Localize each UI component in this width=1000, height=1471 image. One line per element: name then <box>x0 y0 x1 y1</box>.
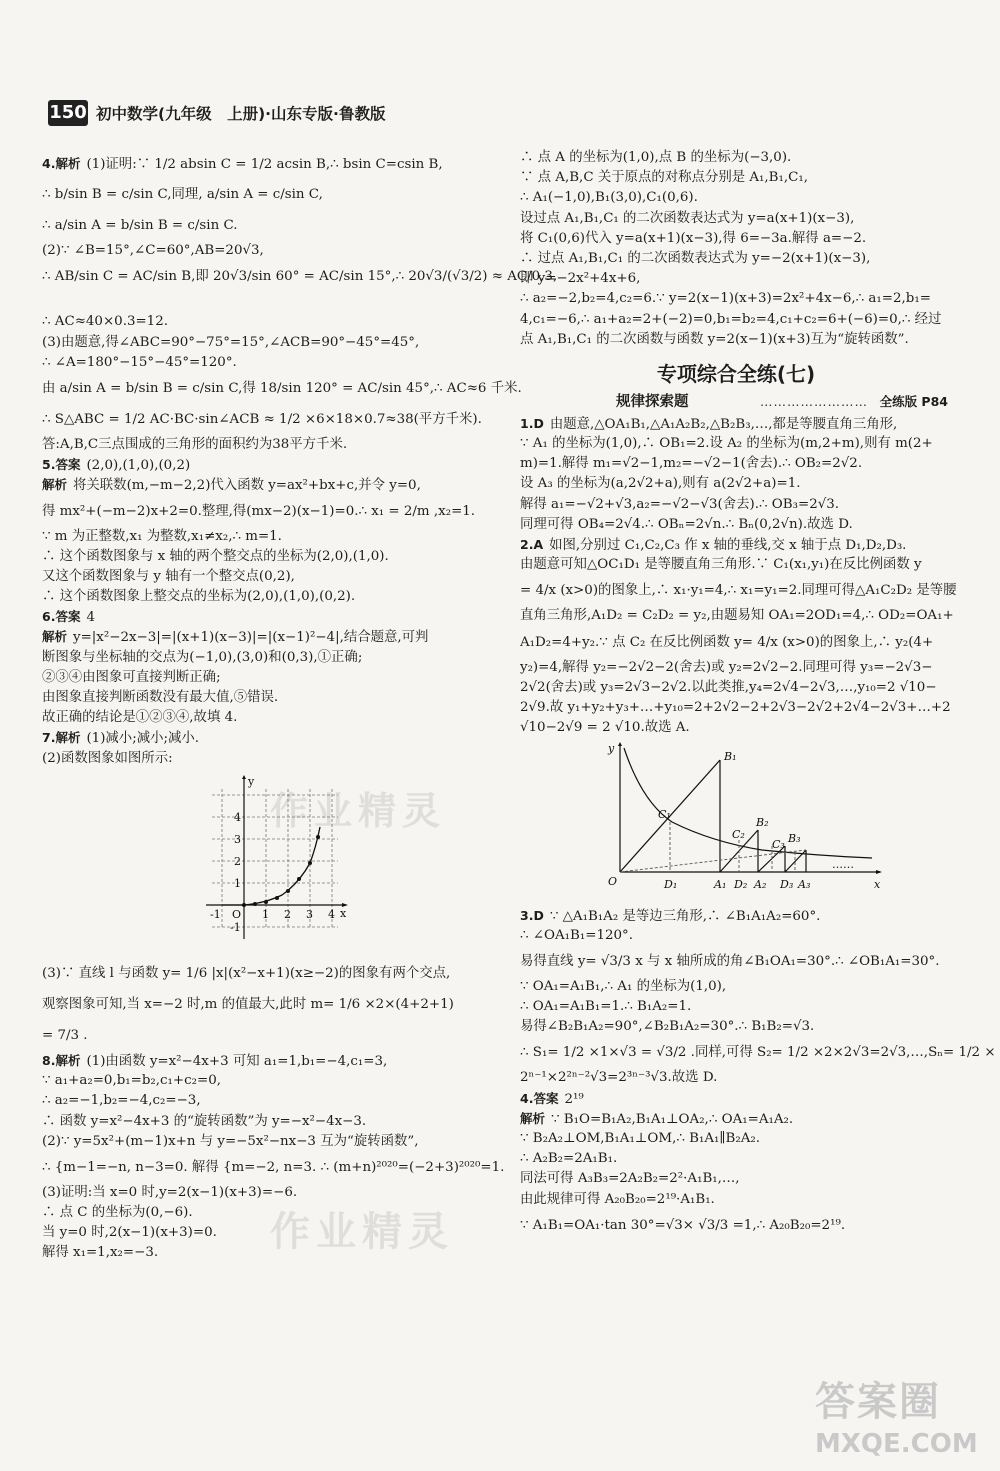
line-text: ∴ 点 C 的坐标为(0,−6). <box>42 1205 193 1221</box>
line-text: ∴ AC≈40×0.3=12. <box>42 314 168 330</box>
line-text: ∵ B₁O=B₁A₂,B₁A₁⊥OA₂,∴ OA₁=A₁A₂. <box>551 1111 794 1127</box>
text-line <box>42 261 558 292</box>
text-line <box>520 946 952 977</box>
section-subtitle: 规律探索题 <box>616 393 689 410</box>
text-line <box>520 148 952 168</box>
line-text: (2,0),(1,0),(0,2) <box>86 458 191 474</box>
text-line <box>520 515 952 535</box>
line-text: ∵ m 为正整数,x₁ 为整数,x₁≠x₂,∴ m=1. <box>42 528 282 544</box>
text-line <box>42 1020 492 1051</box>
line-text: 2¹⁹ <box>564 1091 584 1107</box>
text-line <box>520 209 952 229</box>
line-text: 4,c₁=−6,∴ a₁+a₂=2+(−2)=0,b₁=b₂=4,c₁+c₂=6+(−6)=0,∴ 经过 <box>520 311 942 327</box>
text-line <box>520 474 952 494</box>
line-text: ∵ △A₁B₁A₂ 是等边三角形,∴ ∠B₁A₁A₂=60°. <box>549 908 821 924</box>
text-line <box>520 535 952 555</box>
line-text: m)=1.解得 m₁=√2−1,m₂=−√2−1(舍去).∴ OB₂=2√2. <box>520 456 863 472</box>
text-line <box>520 575 957 606</box>
line-text: ∵ a₁+a₂=0,b₁=b₂,c₁+c₂=0, <box>42 1073 222 1089</box>
line-text: ∴ a/sin A = b/sin B = c/sin C. <box>42 218 238 233</box>
line-text: ∴ A₂B₂=2A₁B₁. <box>520 1151 618 1167</box>
text-line <box>520 977 952 997</box>
line-text: (1)由函数 y=x²−4x+3 可知 a₁=1,b₁=−4,c₁=3, <box>86 1053 388 1069</box>
line-text: ②③④由图象可直接判断正确; <box>42 669 221 685</box>
line-text: (3)由题意,得∠ABC=90°−75°=15°,∠ACB=90°−45°=45°, <box>42 334 420 350</box>
text-line <box>42 648 492 668</box>
text-line <box>42 1091 492 1111</box>
item-label: 4.解析 <box>42 156 81 171</box>
page-header <box>48 100 488 130</box>
right-column <box>520 148 996 1241</box>
tick-y: 1 <box>234 876 241 890</box>
line-text: ∴ ∠A=180°−15°−45°=120°. <box>42 354 237 370</box>
text-line <box>42 989 492 1020</box>
line-text: 同法可得 A₃B₃=2A₂B₂=2²·A₁B₁,…, <box>520 1171 740 1187</box>
point-a3: A₃ <box>798 878 811 892</box>
text-line <box>42 496 492 527</box>
line-text: 易得∠B₂B₁A₂=90°,∠B₂B₁A₂=30°.∴ B₁B₂=√3. <box>520 1019 815 1035</box>
logo-text-cn: 答案圈 <box>815 1379 941 1425</box>
text-line <box>520 188 952 208</box>
line-text: 由题意,△OA₁B₁,△A₁A₂B₂,△B₂B₃,…,都是等腰直角三角形, <box>549 416 898 432</box>
text-line <box>520 1089 952 1109</box>
text-line <box>520 269 952 289</box>
tick-x: -1 <box>210 907 221 921</box>
text-line <box>520 627 952 658</box>
text-line <box>42 353 492 373</box>
line-text: 同理可得 OB₄=2√4.∴ OBₙ=2√n.∴ Bₙ(0,2√n).故选 D. <box>520 516 853 532</box>
text-line <box>42 688 492 708</box>
line-text: ∴ S△ABC = 1/2 AC·BC·sin∠ACB ≈ 1/2 ×6×18×0.7≈38(平方千米). <box>42 411 482 427</box>
text-line <box>520 906 952 926</box>
text-line <box>42 749 492 769</box>
line-text: ∴ ∠OA₁B₁=120°. <box>520 927 633 943</box>
text-line <box>42 567 492 587</box>
line-text: (3)∵ 直线 l 与函数 y= 1/6 |x|(x²−x+1)(x≥−2)的图象有两个交点, <box>42 965 451 981</box>
line-text: 4 <box>86 610 95 626</box>
line-text: 故正确的结论是①②③④,故填 4. <box>42 710 238 726</box>
text-line <box>42 292 492 312</box>
text-line <box>42 1112 492 1132</box>
item-label: 4.答案 <box>520 1090 559 1106</box>
point-b1: B₁ <box>724 750 737 764</box>
line-text: 当 y=0 时,2(x−1)(x+3)=0. <box>42 1225 217 1241</box>
line-text: 设 A₃ 的坐标为(a,2√2+a),则有 a(2√2+a)=1. <box>520 476 801 492</box>
right-text-block-3 <box>520 906 996 1241</box>
line-text: ∴ a₂=−1,b₂=−4,c₂=−3, <box>42 1093 201 1109</box>
site-logo <box>815 1370 980 1460</box>
line-text: ∴ 过点 A₁,B₁,C₁ 的二次函数表达式为 y=−2(x+1)(x−3), <box>520 250 871 266</box>
item-label: 8.解析 <box>42 1052 81 1068</box>
item-label: 解析 <box>42 629 68 645</box>
text-line <box>42 312 492 332</box>
line-text: 由图象直接判断函数没有最大值,⑤错误. <box>42 690 279 705</box>
line-text: ∵ 点 A,B,C 关于原点的对称点分别是 A₁,B₁,C₁, <box>520 170 809 186</box>
line-text: ∴ OA₁=A₁B₁=1.∴ B₁A₂=1. <box>520 999 692 1015</box>
line-text: = 7/3 . <box>42 1027 88 1043</box>
point-b3: B₃ <box>788 832 801 846</box>
line-text: ∵ OA₁=A₁B₁,∴ A₁ 的坐标为(1,0), <box>520 978 727 994</box>
text-line <box>42 455 492 475</box>
text-line <box>42 179 492 210</box>
line-text: = 4/x (x>0)的图象上,∴ x₁·y₁=4,∴ x₁=y₁=2.同理可得△A₁C₂D₂ 是等腰 <box>520 583 957 599</box>
axis-label-y: y <box>248 774 255 788</box>
text-line <box>42 373 522 404</box>
text-line <box>520 289 952 309</box>
item-label: 6.答案 <box>42 609 81 625</box>
line-text: (1)证明:∵ 1/2 absin C = 1/2 acsin B,∴ bsin C=csin B, <box>86 157 443 172</box>
section-subtitle-row <box>520 390 952 414</box>
text-line <box>42 547 492 567</box>
text-line <box>520 1017 952 1037</box>
text-line <box>520 1068 952 1088</box>
line-text: 将 C₁(0,6)代入 y=a(x+1)(x−3),得 6=−3a.解得 a=−2. <box>520 230 867 246</box>
text-line <box>42 435 492 455</box>
page-reference: 全练版 P84 <box>879 393 948 409</box>
text-line <box>520 555 952 575</box>
text-line <box>42 708 492 728</box>
point-d2: D₂ <box>734 878 748 892</box>
item-label: 5.答案 <box>42 457 81 473</box>
page-number: 150 <box>48 100 88 126</box>
line-text: ∴ 这个函数图象与 x 轴的两个整交点的坐标为(2,0),(1,0). <box>42 548 389 564</box>
text-line <box>520 168 952 188</box>
text-line <box>520 330 952 350</box>
line-text: 由题意可知△OC₁D₁ 是等腰直角三角形.∵ C₁(x₁,y₁)在反比例函数 y <box>520 557 922 573</box>
text-line <box>520 698 952 718</box>
axis-label-x: x <box>874 878 881 892</box>
text-line <box>42 728 492 748</box>
tick-x: 3 <box>306 907 313 921</box>
book-title: 初中数学(九年级 上册)·山东专版·鲁教版 <box>96 105 386 123</box>
logo-text-en: MXQE.COM <box>815 1429 978 1459</box>
text-line <box>42 1051 492 1071</box>
line-text: 易得直线 y= √3/3 x 与 x 轴所成的角∠B₁OA₁=30°.∴ ∠OB₁A₁=30°. <box>520 953 940 969</box>
line-text: ∴ AB/sin C = AC/sin B,即 20√3/sin 60° = AC/sin 15°,∴ 20√3/(√3/2) ≈ AC/0.3, <box>42 269 558 285</box>
watermark: 作业精灵 <box>270 789 447 833</box>
line-text: ∵ A₁ 的坐标为(1,0),∴ OB₁=2.设 A₂ 的坐标为(m,2+m),则有 m(2+ <box>520 436 933 452</box>
right-text-block-2 <box>520 414 957 738</box>
text-line <box>42 607 492 627</box>
text-line <box>520 1169 952 1189</box>
point-c2: C₂ <box>732 828 745 842</box>
line-text: (3)证明:当 x=0 时,y=2(x−1)(x+3)=−6. <box>42 1184 298 1200</box>
line-text: 将关联数(m,−m−2,2)代入函数 y=ax²+bx+c,并令 y=0, <box>73 478 421 494</box>
line-text: 得 mx²+(−m−2)x+2=0.整理,得(mx−2)(x−1)=0.∴ x₁ = 2/m ,x₂=1. <box>42 503 476 519</box>
text-line <box>42 527 492 547</box>
line-text: 解得 a₁=−√2+√3,a₂=−√2−√3(舍去).∴ OB₃=2√3. <box>520 496 840 512</box>
point-a1: A₁ <box>714 878 727 892</box>
axis-label-x: x <box>340 906 347 920</box>
point-b2: B₂ <box>756 816 769 830</box>
text-line <box>520 1190 952 1210</box>
line-text: 2ⁿ⁻¹×2²ⁿ⁻²√3=2³ⁿ⁻³√3.故选 D. <box>520 1070 718 1086</box>
text-line <box>520 926 952 946</box>
line-text: 答:A,B,C三点围成的三角形的面积约为38平方千米. <box>42 436 348 452</box>
line-text: 由 a/sin A = b/sin B = c/sin C,得 18/sin 120° = AC/sin 45°,∴ AC≈6 千米. <box>42 380 522 396</box>
line-text: 点 A₁,B₁,C₁ 的二次函数与函数 y=2(x−1)(x+3)互为“旋转函数”. <box>520 331 909 347</box>
axis-label-y: y <box>608 742 615 756</box>
text-line <box>42 1071 492 1091</box>
tick-x: 1 <box>262 907 269 921</box>
line-text: ∴ a₂=−2,b₂=4,c₂=6.∵ y=2(x−1)(x+3)=2x²+4x−6,∴ a₁=2,b₁= <box>520 291 931 307</box>
line-text: 2√2(舍去)或 y₃=2√3−2√2.以此类推,y₄=2√4−2√3,…,y₁₀=2 √10− <box>520 679 937 695</box>
point-a2: A₂ <box>754 878 767 892</box>
text-line <box>520 1149 952 1169</box>
line-text: ∴ S₁= 1/2 ×1×√3 = √3/2 .同样,可得 S₂= 1/2 ×2×2√3=2√3,…,Sₙ= 1/2 × <box>520 1045 996 1061</box>
text-line <box>42 627 492 647</box>
tick-y: 3 <box>234 832 241 846</box>
line-text: 设过点 A₁,B₁,C₁ 的二次函数表达式为 y=a(x+1)(x−3), <box>520 210 855 226</box>
section-title: 专项综合全练(七) <box>656 361 816 386</box>
text-line <box>520 1109 952 1129</box>
point-d3: D₃ <box>780 878 794 892</box>
point-d1: D₁ <box>664 878 678 892</box>
line-text: ∴ b/sin B = c/sin C,同理, a/sin A = c/sin C, <box>42 187 323 202</box>
line-text: √10−2√9 = 2 √10.故选 A. <box>520 720 690 736</box>
text-line <box>520 249 952 269</box>
reciprocal-function-figure <box>602 742 884 894</box>
line-text: ∵ A₁B₁=OA₁·tan 30°=√3× √3/3 =1,∴ A₂₀B₂₀=2¹⁹. <box>520 1217 846 1233</box>
text-line <box>520 718 952 738</box>
text-line <box>42 404 492 435</box>
text-line <box>520 678 952 698</box>
line-text: 观察图象可知,当 x=−2 时,m 的值最大,此时 m= 1/6 ×2×(4+2+1) <box>42 996 454 1012</box>
item-label: 解析 <box>520 1110 546 1126</box>
text-line <box>520 1129 952 1149</box>
watermark: 作业精灵 <box>270 1209 454 1255</box>
text-line <box>520 414 952 434</box>
line-text: 即 y=−2x²+4x+6, <box>520 271 641 287</box>
line-text: ∴ {m−1=−n, n−3=0. 解得 {m=−2, n=3. ∴ (m+n)²⁰²⁰=(−2+3)²⁰²⁰=1. <box>42 1159 505 1175</box>
point-c3: C₃ <box>772 838 785 852</box>
line-text: 直角三角形,A₁D₂ = C₂D₂ = y₂,由题易知 OA₁=2OD₁=4,∴ OD₂=OA₁+ <box>520 608 954 624</box>
text-line <box>42 1132 492 1152</box>
line-text: (2)函数图象如图所示: <box>42 750 173 766</box>
line-text: 断图象与坐标轴的交点为(−1,0),(3,0)和(0,3),①正确; <box>42 649 363 665</box>
origin-label: O <box>608 875 618 889</box>
line-text: ∴ 点 A 的坐标为(1,0),点 B 的坐标为(−3,0). <box>520 150 792 165</box>
right-text-block-1 <box>520 148 952 350</box>
item-label: 1.D <box>520 415 544 431</box>
tick-x: 2 <box>284 907 291 921</box>
text-line <box>520 454 952 474</box>
line-text: ∴ 这个函数图象上整交点的坐标为(2,0),(1,0),(0,2). <box>42 589 356 605</box>
text-line <box>520 434 952 454</box>
item-label: 解析 <box>42 477 68 493</box>
tick-y: 2 <box>234 854 241 868</box>
text-line <box>42 1152 505 1183</box>
line-text: ∴ A₁(−1,0),B₁(3,0),C₁(0,6). <box>520 190 698 206</box>
item-label: 2.A <box>520 537 544 552</box>
text-line <box>42 148 492 179</box>
line-text: y=|x²−2x−3|=|(x+1)(x−3)|=|(x−1)²−4|,结合题意,可判 <box>73 630 429 646</box>
line-text: (2)∵ ∠B=15°,∠C=60°,AB=20√3, <box>42 243 264 258</box>
line-text: (2)∵ y=5x²+(m−1)x+n 与 y=−5x²−nx−3 互为“旋转函数”, <box>42 1133 419 1149</box>
text-line <box>42 587 492 607</box>
line-text: A₁D₂=4+y₂.∵ 点 C₂ 在反比例函数 y= 4/x (x>0)的图象上,∴ y₂(4+ <box>520 634 934 650</box>
text-line <box>42 333 492 353</box>
text-line <box>42 210 492 241</box>
line-text: ∵ B₂A₂⊥OM,B₁A₁⊥OM,∴ B₁A₁∥B₂A₂. <box>520 1131 761 1147</box>
line-text: 又这个函数图象与 y 轴有一个整交点(0,2), <box>42 568 295 584</box>
text-line <box>520 658 952 678</box>
continuation-dots: …… <box>832 858 854 872</box>
text-line <box>520 606 952 626</box>
line-text: ∴ 函数 y=x²−4x+3 的“旋转函数”为 y=−x²−4x−3. <box>42 1113 367 1129</box>
text-line <box>42 668 492 688</box>
text-line <box>520 495 952 515</box>
text-line <box>520 1037 996 1068</box>
text-line <box>42 475 492 495</box>
text-line <box>520 229 952 249</box>
text-line <box>42 241 492 261</box>
point-c1: C₁ <box>658 808 671 822</box>
line-text: (1)减小;减小;减小. <box>86 731 200 747</box>
dot-leader: …………………… <box>760 393 868 409</box>
tick-y: 4 <box>234 810 241 824</box>
text-line <box>520 1210 952 1241</box>
item-label: 7.解析 <box>42 730 81 746</box>
line-text: 如图,分别过 C₁,C₂,C₃ 作 x 轴的垂线,交 x 轴于点 D₁,D₂,D₃. <box>549 538 907 553</box>
line-text: 解得 x₁=1,x₂=−3. <box>42 1245 159 1261</box>
item-label: 3.D <box>520 907 544 923</box>
tick-y: -1 <box>230 920 241 934</box>
tick-origin: O <box>232 907 242 921</box>
line-text: 2√9.故 y₁+y₂+y₃+…+y₁₀=2+2√2−2+2√3−2√2+2√4−2√3+…+2 <box>520 699 951 715</box>
line-text: 由此规律可得 A₂₀B₂₀=2¹⁹·A₁B₁. <box>520 1191 715 1207</box>
text-line <box>520 310 952 330</box>
text-line <box>42 958 492 989</box>
line-text: y₂)=4,解得 y₂=−2√2−2(舍去)或 y₂=2√2−2.同理可得 y₃=−2√3− <box>520 659 933 675</box>
text-line <box>520 997 952 1017</box>
tick-x: 4 <box>328 907 335 921</box>
